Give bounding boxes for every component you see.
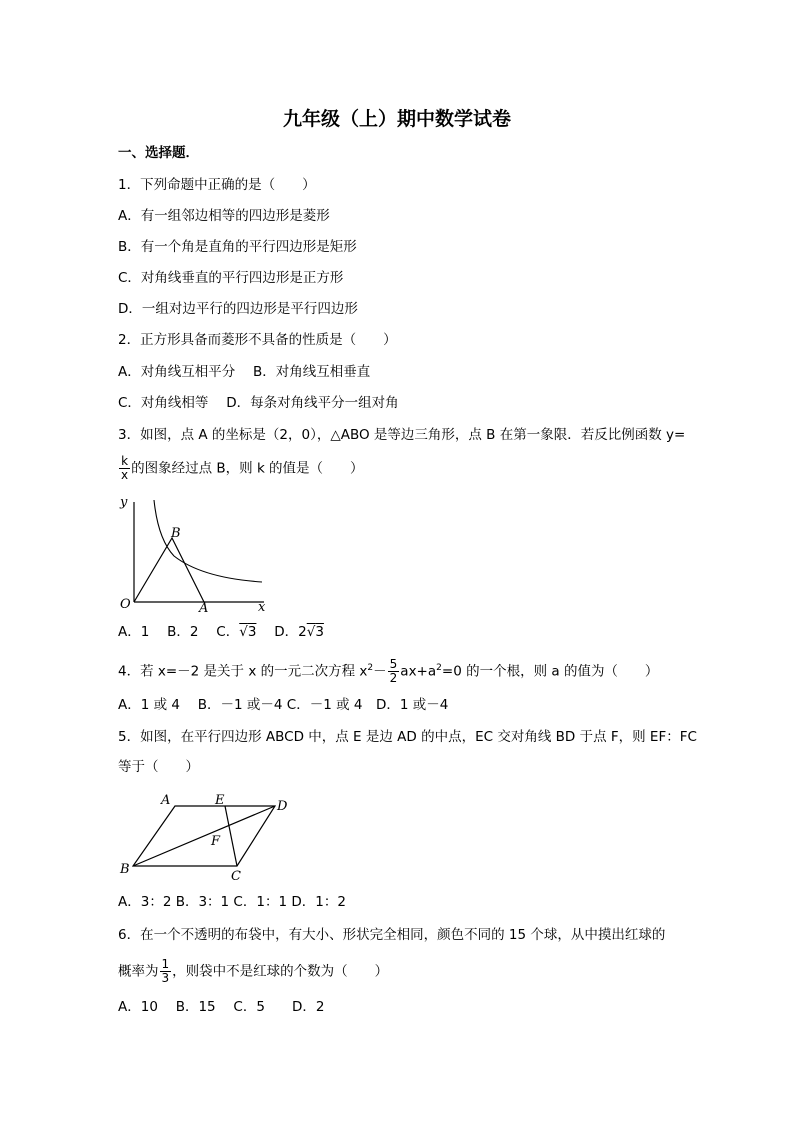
question-1-stem: 1．下列命题中正确的是（ ） bbox=[118, 177, 316, 193]
label-e: E bbox=[215, 793, 225, 808]
fraction-1-over-3: $\frac{1}{3}$ bbox=[161, 957, 170, 985]
question-3-stem-line1: 3．如图，点 A 的坐标是（2，0），△ABO 是等边三角形，点 B 在第一象限．若反比例函数 y= bbox=[118, 427, 686, 443]
question-2-options-row2: C．对角线相等 D．每条对角线平分一组对角 bbox=[118, 395, 399, 411]
label-a: A bbox=[199, 601, 209, 616]
question-3-stem-line2: $\frac{k}{x}$ 的图象经过点 B，则 k 的值是（ ） bbox=[121, 454, 364, 482]
label-a: A bbox=[161, 793, 171, 808]
sqrt-3-d: √3 bbox=[306, 624, 324, 640]
sqrt-3: √3 bbox=[239, 624, 257, 640]
question-1-option-a: A．有一组邻边相等的四边形是菱形 bbox=[118, 208, 330, 224]
question-6-stem-line1: 6．在一个不透明的布袋中，有大小、形状完全相同，颜色不同的 15 个球，从中摸出红球的 bbox=[118, 927, 666, 943]
question-1-option-d: D．一组对边平行的四边形是平行四边形 bbox=[118, 301, 358, 317]
triangle-abo bbox=[134, 538, 204, 602]
q5-parallelogram-figure bbox=[115, 790, 295, 882]
label-d: D bbox=[277, 799, 288, 814]
segment-ec bbox=[225, 806, 237, 866]
page-title: 九年级（上）期中数学试卷 bbox=[282, 108, 511, 130]
question-6-options: A．10 B．15 C．5 D．2 bbox=[118, 999, 325, 1015]
label-b: B bbox=[120, 862, 130, 877]
question-2-options-row1: A．对角线互相平分 B．对角线互相垂直 bbox=[118, 364, 371, 380]
question-1-option-b: B．有一个角是直角的平行四边形是矩形 bbox=[118, 239, 357, 255]
label-f: F bbox=[211, 834, 221, 849]
label-b: B bbox=[171, 526, 181, 541]
label-y: y bbox=[120, 495, 128, 510]
question-4-stem: 4．若 x=－2 是关于 x 的一元二次方程 $x^2-$ $\frac{5}{2}$ $ax+a^2=0$ 的一个根，则 a 的值为（ ） bbox=[118, 657, 659, 685]
question-6-stem-line2: 概率为 $\frac{1}{3}$ ，则袋中不是红球的个数为（ ） bbox=[118, 957, 389, 985]
question-2-stem: 2．正方形具备而菱形不具备的性质是（ ） bbox=[118, 332, 397, 348]
question-1-option-c: C．对角线垂直的平行四边形是正方形 bbox=[118, 270, 344, 286]
question-5-stem-line2: 等于（ ） bbox=[118, 759, 199, 775]
label-x: x bbox=[258, 600, 266, 615]
fraction-5-over-2: $\frac{5}{2}$ bbox=[389, 657, 398, 685]
question-3-options: A．1 B．2 C．√3 D．2√3 bbox=[118, 624, 324, 640]
label-c: C bbox=[231, 869, 241, 882]
label-o: O bbox=[120, 597, 131, 612]
question-4-options: A．1 或 4 B．－1 或－4 C．－1 或 4 D．1 或－4 bbox=[118, 697, 449, 713]
section-heading: 一、选择题． bbox=[118, 145, 199, 161]
fraction-k-over-x: $\frac{k}{x}$ bbox=[121, 454, 129, 482]
question-5-options: A．3：2 B．3：1 C．1：1 D．1：2 bbox=[118, 894, 346, 910]
q3-coordinate-figure bbox=[112, 494, 272, 616]
question-5-stem-line1: 5．如图，在平行四边形 ABCD 中，点 E 是边 AD 的中点，EC 交对角线 BD 于点 F，则 EF：FC bbox=[118, 729, 697, 745]
